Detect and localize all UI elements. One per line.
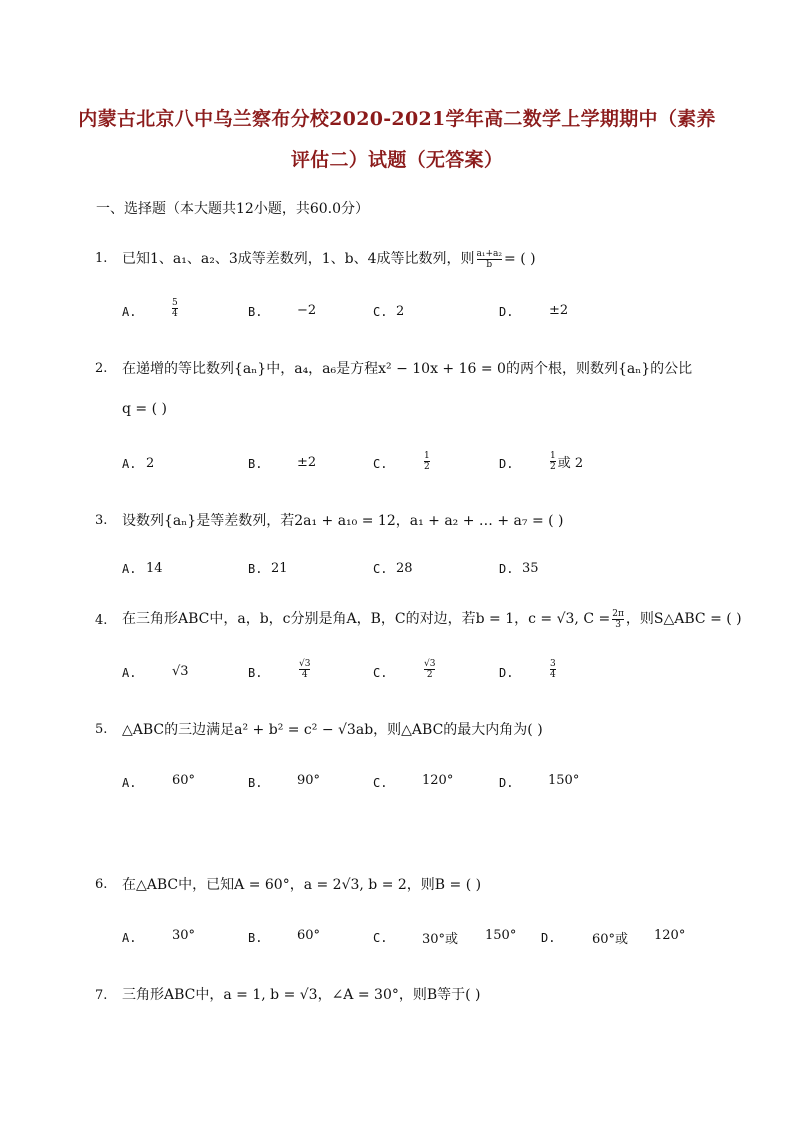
question-1-text <box>122 248 536 270</box>
question-3-option-a[interactable] <box>122 562 136 577</box>
option-label: D. <box>499 776 514 790</box>
option-label: B. <box>248 666 263 680</box>
question-3-text: 设数列{aₙ}是等差数列，若2a₁ + a₁₀ = 12，a₁ + a₂ + … + a₇ = ( ) <box>122 513 564 529</box>
question-2-number: 2. <box>95 361 108 376</box>
question-5-option-a[interactable] <box>122 776 136 791</box>
question-1-option-d[interactable] <box>499 305 513 320</box>
question-5-option-c[interactable] <box>373 776 387 791</box>
question-2-option-b-value: ±2 <box>297 455 317 470</box>
question-1-option-b[interactable] <box>248 305 262 320</box>
fraction-numerator: 2π <box>612 608 624 619</box>
question-3-number: 3. <box>95 513 108 528</box>
question-5-option-c-value: 120° <box>422 773 454 788</box>
option-label: A. <box>122 776 137 790</box>
question-7-number: 7. <box>95 988 108 1003</box>
question-1-option-c[interactable] <box>373 305 387 320</box>
question-4-option-b-value: $\frac{√3}{4}$ <box>299 659 311 680</box>
question-1-tail: = ( ) <box>504 251 536 267</box>
question-1-option-b-value: −2 <box>297 303 317 318</box>
option-label: C. <box>373 457 388 471</box>
question-6-option-a[interactable] <box>122 931 136 946</box>
option-label: A. <box>122 562 137 576</box>
question-4-option-a-value: √3 <box>172 664 189 679</box>
fraction-denominator: b <box>486 259 493 270</box>
question-6-option-c-value: 30°或 <box>422 932 459 947</box>
question-5-option-b-value: 90° <box>297 773 321 788</box>
option-label: D. <box>499 666 514 680</box>
question-3-option-a-value: 14 <box>146 561 163 576</box>
question-1-option-d-value: ±2 <box>549 303 569 318</box>
option-label: B. <box>248 305 263 319</box>
document-title-line-1: 内蒙古北京八中乌兰察布分校2020-2021学年高二数学上学期期中（素养 <box>78 108 716 130</box>
option-label: D. <box>499 305 514 319</box>
question-5-text: △ABC的三边满足a² + b² = c² − √3ab，则△ABC的最大内角为( ) <box>122 722 543 738</box>
question-1-number: 1. <box>95 251 108 266</box>
question-2-option-c-value: $\frac{1}{2}$ <box>424 451 430 472</box>
option-label: B. <box>248 457 263 471</box>
option-label: C. <box>373 776 388 790</box>
question-4-option-d-value: $\frac{3}{4}$ <box>550 659 556 680</box>
question-2-option-a[interactable] <box>122 457 136 472</box>
question-2-text: 在递增的等比数列{aₙ}中，a₄，a₆是方程x² − 10x + 16 = 0的两个根，则数列{aₙ}的公比 <box>122 361 693 377</box>
question-5-option-a-value: 60° <box>172 773 196 788</box>
option-label: B. <box>248 562 263 576</box>
option-label: C. <box>373 666 388 680</box>
question-6-option-d-value-2: 120° <box>654 928 686 943</box>
question-4-option-a[interactable] <box>122 666 136 681</box>
option-label: C. <box>373 305 388 319</box>
question-5-option-d-value: 150° <box>548 773 580 788</box>
option-label: D. <box>499 562 514 576</box>
question-3-option-c[interactable] <box>373 562 387 577</box>
question-1-option-c-value: 2 <box>396 304 405 319</box>
option-label: B. <box>248 931 263 945</box>
question-1-fraction <box>477 249 503 270</box>
option-label: A. <box>122 666 137 680</box>
question-6-option-c-value-2: 150° <box>485 928 517 943</box>
question-3-option-b-value: 21 <box>271 561 288 576</box>
option-label: D. <box>541 931 556 945</box>
question-3-option-d-value: 35 <box>522 561 539 576</box>
question-6-option-b[interactable] <box>248 931 262 946</box>
question-3-option-c-value: 28 <box>396 561 413 576</box>
question-4-number: 4. <box>95 613 108 628</box>
question-4-text <box>122 608 742 630</box>
question-4-option-b[interactable] <box>248 666 262 681</box>
question-6-option-c[interactable] <box>373 931 387 946</box>
question-1-stem: 已知1、a₁、a₂、3成等差数列，1、b、4成等比数列，则 <box>122 251 475 267</box>
question-2-option-d[interactable] <box>499 457 513 472</box>
question-5-option-b[interactable] <box>248 776 262 791</box>
option-label: A. <box>122 305 137 319</box>
question-6-number: 6. <box>95 877 108 892</box>
question-6-option-b-value: 60° <box>297 928 321 943</box>
question-5-option-d[interactable] <box>499 776 513 791</box>
question-4-option-d[interactable] <box>499 666 513 681</box>
option-label: C. <box>373 562 388 576</box>
document-title-line-2: 评估二）试题（无答案） <box>290 149 504 171</box>
question-6-option-d-value: 60°或 <box>592 932 629 947</box>
question-1-option-a[interactable] <box>122 305 136 320</box>
fraction-numerator: a₁+a₂ <box>476 248 503 259</box>
question-5-number: 5. <box>95 722 108 737</box>
fraction-denominator: 3 <box>615 619 621 630</box>
question-2-option-d-value: $\frac{1}{2}$ 或 2 <box>550 451 584 472</box>
question-4-tail: ，则S△ABC = ( ) <box>625 611 742 627</box>
option-label: D. <box>499 457 514 471</box>
question-6-text: 在△ABC中，已知A = 60°，a = 2√3, b = 2，则B = ( ) <box>122 877 482 893</box>
question-1-option-a-value: $\frac{5}{4}$ <box>172 298 178 319</box>
question-4-stem: 在三角形ABC中，a，b，c分别是角A，B，C的对边，若b = 1，c = √3, C = <box>122 611 611 627</box>
option-label: B. <box>248 776 263 790</box>
option-label: A. <box>122 931 137 945</box>
section-heading: 一、选择题（本大题共12小题，共60.0分） <box>96 201 369 217</box>
option-label: C. <box>373 931 388 945</box>
question-4-option-c[interactable] <box>373 666 387 681</box>
question-4-fraction <box>612 609 624 630</box>
question-7-text: 三角形ABC中，a = 1, b = √3，∠A = 30°，则B等于( ) <box>122 987 481 1003</box>
question-2-option-c[interactable] <box>373 457 387 472</box>
question-2-text-line-2: q = ( ) <box>122 401 167 417</box>
question-3-option-b[interactable] <box>248 562 262 577</box>
question-2-option-b[interactable] <box>248 457 262 472</box>
question-4-option-c-value: $\frac{√3}{2}$ <box>424 659 436 680</box>
option-label: A. <box>122 457 137 471</box>
question-3-option-d[interactable] <box>499 562 513 577</box>
question-6-option-d[interactable] <box>541 931 555 946</box>
question-2-option-a-value: 2 <box>146 456 155 471</box>
question-6-option-a-value: 30° <box>172 928 196 943</box>
